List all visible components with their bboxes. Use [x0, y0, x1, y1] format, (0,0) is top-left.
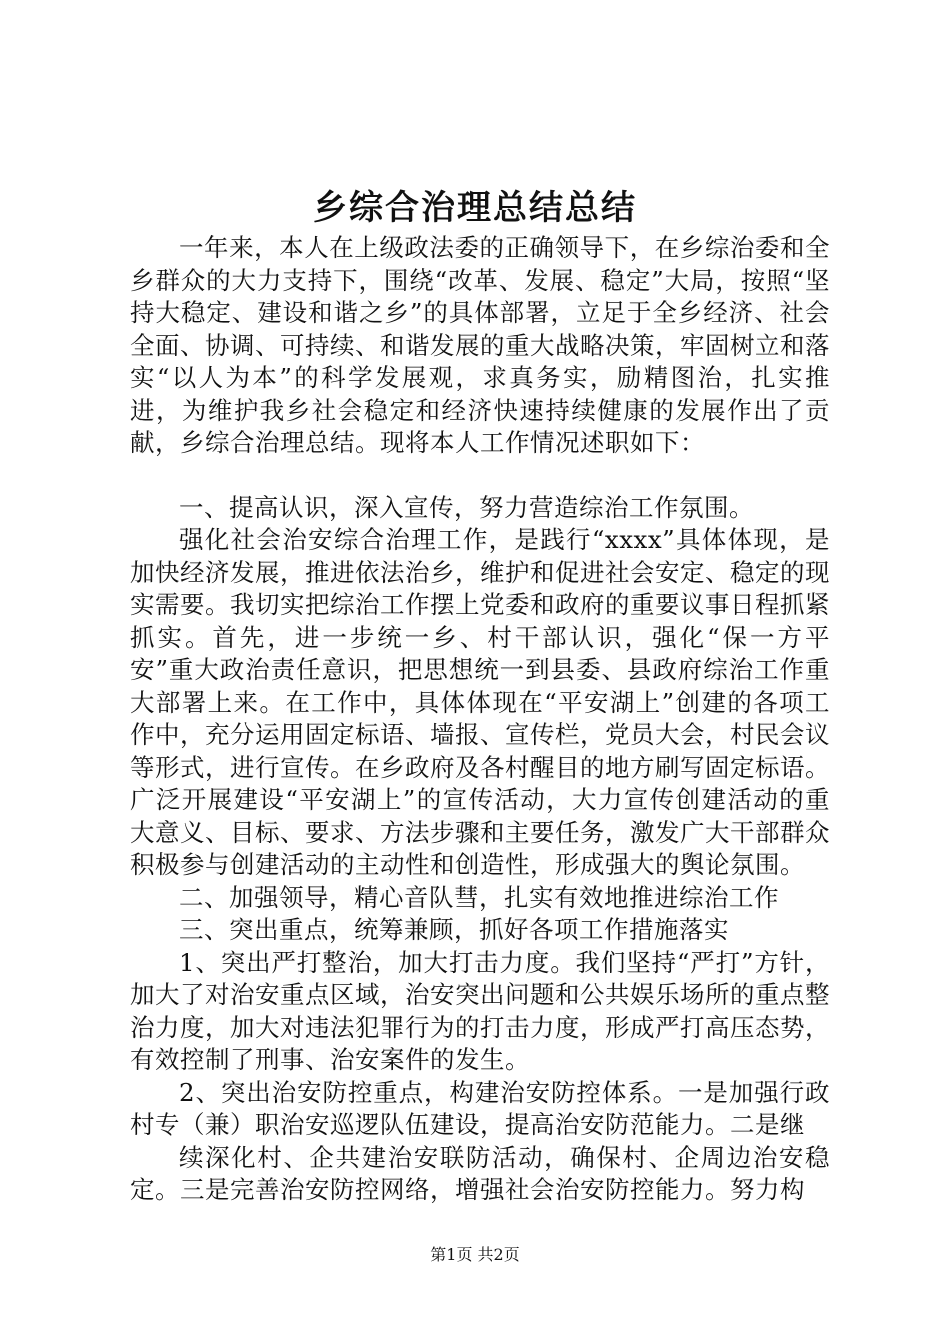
- paragraph-intro: 一年来，本人在上级政法委的正确领导下，在乡综治委和全乡群众的大力支持下，围绕“改革、发展、稳定”大局，按照“坚持大稳定、建设和谐之乡”的具体部署，立足于全乡经济、社会全面、协调、可持续、和谐发展的重大战略决策，牢固树立和落实“以人为本”的科学发展观，求真务实，励精图治，扎实推进，为维护我乡社会稳定和经济快速持续健康的发展作出了贡献，乡综合治理总结。现将本人工作情况述职如下：: [130, 233, 830, 457]
- paragraph-item-2: 2、突出治安防控重点，构建治安防控体系。一是加强行政村专（兼）职治安巡逻队伍建设，提高治安防范能力。二是继: [130, 1077, 830, 1139]
- paragraph-continued: 续深化村、企共建治安联防活动，确保村、企周边治安稳定。三是完善治安防控网络，增强社会治安防控能力。努力构: [130, 1142, 830, 1204]
- section-heading-2: 二、加强领导，精心音队彗，扎实有效地推进综治工作: [179, 882, 779, 912]
- paragraph-item-1: 1、突出严打整治，加大打击力度。我们坚持“严打”方针，加大了对治安重点区域，治安突出问题和公共娱乐场所的重点整治力度，加大对违法犯罪行为的打击力度，形成严打高压态势，有效控制了刑事、治安案件的发生。: [130, 947, 830, 1074]
- paragraph-section-1: 强化社会治安综合治理工作，是践行“xxxx”具体体现，是加快经济发展，推进依法治乡，维护和促进社会安定、稳定的现实需要。我切实把综治工作摆上党委和政府的重要议事日程抓紧抓实。首先，进一步统一乡、村干部认识，强化“保一方平安”重大政治责任意识，把思想统一到县委、县政府综治工作重大部署上来。在工作中，具体体现在“平安湖上”创建的各项工作中，充分运用固定标语、墙报、宣传栏，党员大会，村民会议等形式，进行宣传。在乡政府及各村醒目的地方刷写固定标语。广泛开展建设“平安湖上”的宣传活动，大力宣传创建活动的重大意义、目标、要求、方法步骤和主要任务，激发广大干部群众积极参与创建活动的主动性和创造性，形成强大的舆论氛围。: [130, 525, 830, 879]
- section-heading-1: 一、提高认识，深入宣传，努力营造综治工作氛围。: [179, 492, 754, 522]
- page-footer: 第1页 共2页: [430, 1245, 520, 1264]
- document-title: 乡综合治理总结总结: [313, 188, 637, 228]
- section-heading-3: 三、突出重点，统筹兼顾，抓好各项工作措施落实: [179, 915, 729, 944]
- document-body: [130, 232, 830, 1207]
